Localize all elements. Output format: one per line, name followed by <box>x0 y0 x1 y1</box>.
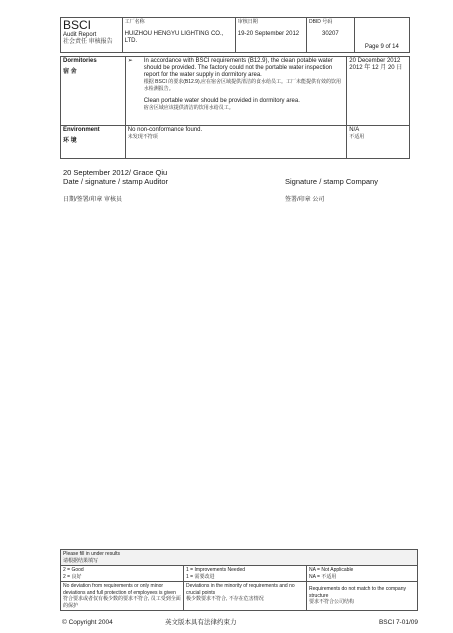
legend-na-desc-en: Requirements do not match to the company structure <box>309 586 406 599</box>
legend-na-en: NA = Not Applicable <box>309 567 354 573</box>
deadline-cell <box>347 57 410 126</box>
legend-instruction-cn: 请根据结果填写 <box>63 557 99 564</box>
audit-date-cell <box>235 18 306 53</box>
finding-cell <box>125 126 346 159</box>
company-label-en: Signature / stamp Company <box>285 177 378 186</box>
header-table <box>60 17 410 53</box>
table-row <box>61 126 410 159</box>
finding-text2-cn: 宿舍区域应该提供清洁的饮用水给员工。 <box>143 105 234 111</box>
legend-improve-en: 1 = Improvements Needed <box>186 567 246 573</box>
finding-text-en: In accordance with BSCI requirements (B12.9), the clean potable water should be provided. The factory could not the portable water inspection report for the water supply in dormitory area. <box>143 58 333 78</box>
legend-good-desc-cn: 符合要求或者仅有极少数的要求不符合, 员工受到全面的保护 <box>63 596 181 609</box>
row-label-en: Dormitories <box>63 58 97 64</box>
row-label-cn: 环 境 <box>63 138 77 144</box>
legend-na-desc-cn: 要求不符合公司结构 <box>309 599 355 606</box>
legend-good-desc-en: No deviation from requirements or only minor deviations and full protection of employees is given <box>63 583 176 596</box>
deadline-cn: 不适用 <box>349 134 365 140</box>
deadline-en: 20 December 2012 <box>349 58 401 64</box>
legend-instruction-cell <box>61 550 418 566</box>
factory-name-value: HUIZHOU HENGYU LIGHTING CO., LTD. <box>124 30 224 44</box>
deadline-en: N/A <box>349 127 360 133</box>
legend-na-cn: NA = 不适用 <box>309 573 337 580</box>
bullet-arrow-icon: ➢ <box>127 58 133 64</box>
doc-code: BSCI 7-01/09 <box>378 619 418 626</box>
legend-improve-cn: 1 = 需要改进 <box>186 573 215 580</box>
factory-name-cell <box>122 18 235 53</box>
factory-name-label: 工厂名称 <box>124 19 145 25</box>
table-row <box>61 57 410 126</box>
page-info-cell <box>354 18 409 53</box>
row-label-cell <box>61 126 126 159</box>
dbid-cell <box>306 18 354 53</box>
logo-cell <box>61 18 123 53</box>
findings-table <box>60 56 410 159</box>
footer <box>62 619 418 629</box>
legend-na-desc-cell <box>307 582 418 611</box>
report-title-en: Audit Report <box>63 32 97 38</box>
finding-text2-en: Clean portable water should be provided in dormitory area. <box>143 98 300 104</box>
deadline-cn: 2012 年 12 月 20 日 <box>349 65 403 71</box>
signature-block <box>63 168 403 208</box>
deadline-cell <box>347 126 410 159</box>
legend-improve-desc-cell <box>184 582 307 611</box>
finding-text-en: No non-conformance found. <box>127 127 203 133</box>
row-label-cn: 宿 舍 <box>63 69 77 75</box>
legend-instruction-en: Please fill in under results <box>63 551 120 557</box>
audit-date-label: 审核日期 <box>237 19 258 25</box>
legal-note: 英文版本具有法律约束力 <box>165 619 237 626</box>
report-title-cn: 社会责任 审核报告 <box>63 39 113 45</box>
finding-text-cn: 未发现不符项 <box>127 134 158 140</box>
legend-good-cn: 2 = 良好 <box>63 573 82 580</box>
audit-date-value: 19-20 September 2012 <box>237 30 300 37</box>
auditor-label-en: Date / signature / stamp Auditor <box>63 177 169 186</box>
legend-good-desc-cell <box>61 582 184 611</box>
date-auditor: 20 September 2012/ Grace Qiu <box>63 168 168 177</box>
legend-table <box>60 549 418 611</box>
finding-text-cn: 根据 BSCI 的要求(B12.9),应在宿舍区域提供清洁的食水给员工。工厂未能提供有效的饮用水检测报告。 <box>143 79 342 92</box>
finding-cell <box>125 57 346 126</box>
dbid-label: DBID 号码 <box>308 19 333 25</box>
row-label-en: Environment <box>63 127 100 133</box>
legend-good-en: 2 = Good <box>63 567 84 573</box>
legend-improve-desc-en: Deviations in the minority of requirements and no crucial points <box>186 583 295 596</box>
legend-improve-desc-cn: 极少数要求不符合, 不存在危害情况 <box>186 596 264 602</box>
dbid-value: 30207 <box>321 30 339 37</box>
legend-improve-cell <box>184 566 307 582</box>
company-label-cn: 签署/印章 公司 <box>285 197 325 203</box>
page-info: Page 9 of 14 <box>364 44 399 50</box>
legend-good-cell <box>61 566 184 582</box>
auditor-label-cn: 日期/签署/印章 审核员 <box>63 197 123 203</box>
copyright: © Copyright 2004 <box>62 619 113 626</box>
legend-na-cell <box>307 566 418 582</box>
row-label-cell <box>61 57 126 126</box>
bsci-logo: BSCI <box>63 18 92 32</box>
